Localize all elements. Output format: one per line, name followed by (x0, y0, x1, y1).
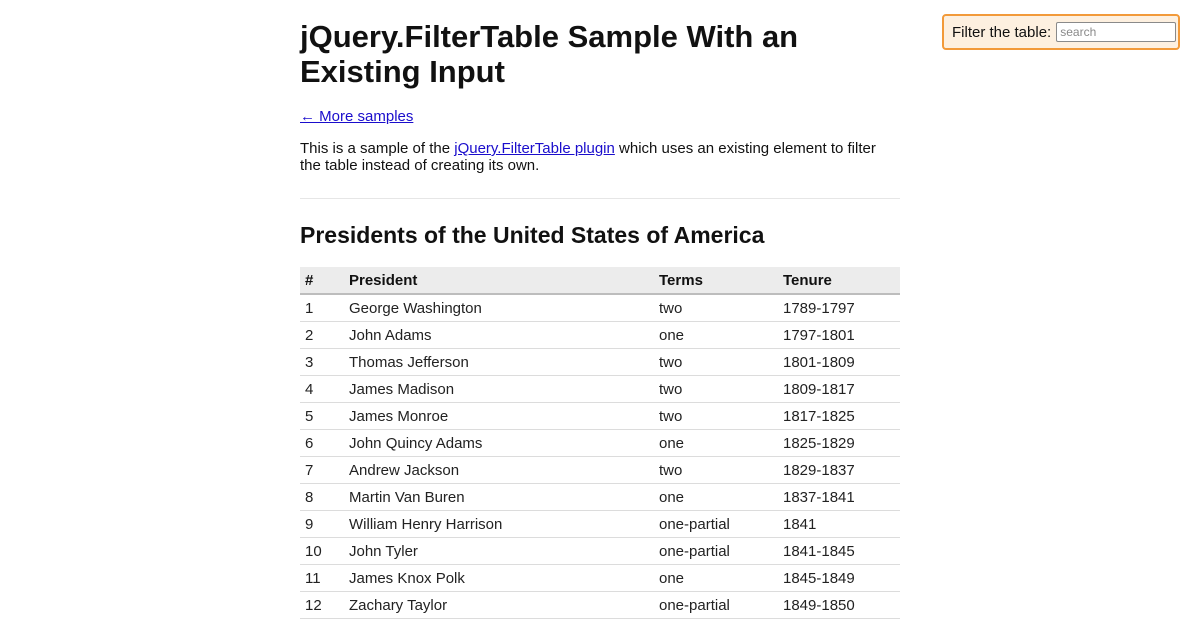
cell-tenure: 1797-1801 (778, 322, 900, 349)
intro-text-start: This is a sample of the (300, 140, 455, 157)
column-header-president: President (344, 267, 654, 294)
cell-number: 4 (300, 376, 344, 403)
cell-terms: one (654, 484, 778, 511)
cell-president: George Washington (344, 294, 654, 322)
table-row (300, 349, 900, 376)
table-row (300, 484, 900, 511)
cell-president: William Henry Harrison (344, 511, 654, 538)
table-row (300, 322, 900, 349)
column-header-number: # (300, 267, 344, 294)
cell-president: James Knox Polk (344, 565, 654, 592)
cell-number: 2 (300, 322, 344, 349)
cell-terms: two (654, 376, 778, 403)
cell-president: John Quincy Adams (344, 430, 654, 457)
table-row (300, 294, 900, 322)
cell-number: 8 (300, 484, 344, 511)
cell-president: Andrew Jackson (344, 457, 654, 484)
cell-number: 5 (300, 403, 344, 430)
cell-terms: one-partial (654, 538, 778, 565)
table-row (300, 538, 900, 565)
cell-number: 10 (300, 538, 344, 565)
table-body (300, 294, 900, 619)
cell-tenure: 1837-1841 (778, 484, 900, 511)
table-header (300, 267, 900, 294)
cell-terms: one (654, 430, 778, 457)
cell-number: 7 (300, 457, 344, 484)
table-row (300, 403, 900, 430)
cell-president: James Madison (344, 376, 654, 403)
cell-number: 3 (300, 349, 344, 376)
cell-tenure: 1825-1829 (778, 430, 900, 457)
cell-tenure: 1801-1809 (778, 349, 900, 376)
section-title: Presidents of the United States of America (300, 222, 765, 248)
cell-tenure: 1845-1849 (778, 565, 900, 592)
presidents-table (300, 267, 900, 619)
cell-president: Zachary Taylor (344, 592, 654, 619)
more-samples-link[interactable]: ← More samples (300, 108, 414, 125)
header-row (300, 267, 900, 294)
cell-tenure: 1829-1837 (778, 457, 900, 484)
cell-tenure: 1809-1817 (778, 376, 900, 403)
table-row (300, 376, 900, 403)
table-row (300, 457, 900, 484)
cell-number: 6 (300, 430, 344, 457)
cell-number: 11 (300, 565, 344, 592)
cell-terms: one-partial (654, 511, 778, 538)
column-header-tenure: Tenure (778, 267, 900, 294)
cell-number: 9 (300, 511, 344, 538)
cell-president: Thomas Jefferson (344, 349, 654, 376)
cell-tenure: 1789-1797 (778, 294, 900, 322)
cell-terms: two (654, 294, 778, 322)
table-row (300, 430, 900, 457)
cell-president: James Monroe (344, 403, 654, 430)
page-title: jQuery.FilterTable Sample With an Existing Input (300, 19, 799, 89)
cell-president: Martin Van Buren (344, 484, 654, 511)
section-divider (300, 198, 900, 199)
cell-president: John Adams (344, 322, 654, 349)
cell-terms: two (654, 349, 778, 376)
plugin-link[interactable]: jQuery.FilterTable plugin (454, 140, 615, 157)
cell-terms: one (654, 565, 778, 592)
filter-search-input[interactable] (1056, 22, 1176, 42)
cell-terms: one (654, 322, 778, 349)
cell-terms: two (654, 457, 778, 484)
cell-number: 1 (300, 294, 344, 322)
cell-tenure: 1841-1845 (778, 538, 900, 565)
column-header-terms: Terms (654, 267, 778, 294)
intro-paragraph (300, 140, 890, 174)
table-row (300, 592, 900, 619)
table-row (300, 511, 900, 538)
cell-tenure: 1841 (778, 511, 900, 538)
cell-terms: two (654, 403, 778, 430)
cell-tenure: 1849-1850 (778, 592, 900, 619)
cell-number: 12 (300, 592, 344, 619)
filter-container (942, 14, 1180, 50)
cell-president: John Tyler (344, 538, 654, 565)
filter-label: Filter the table: (952, 23, 1052, 41)
cell-terms: one-partial (654, 592, 778, 619)
intro-text-end: which uses an existing element to filter the table instead of creating its own. (300, 140, 876, 174)
cell-tenure: 1817-1825 (778, 403, 900, 430)
table-row (300, 565, 900, 592)
